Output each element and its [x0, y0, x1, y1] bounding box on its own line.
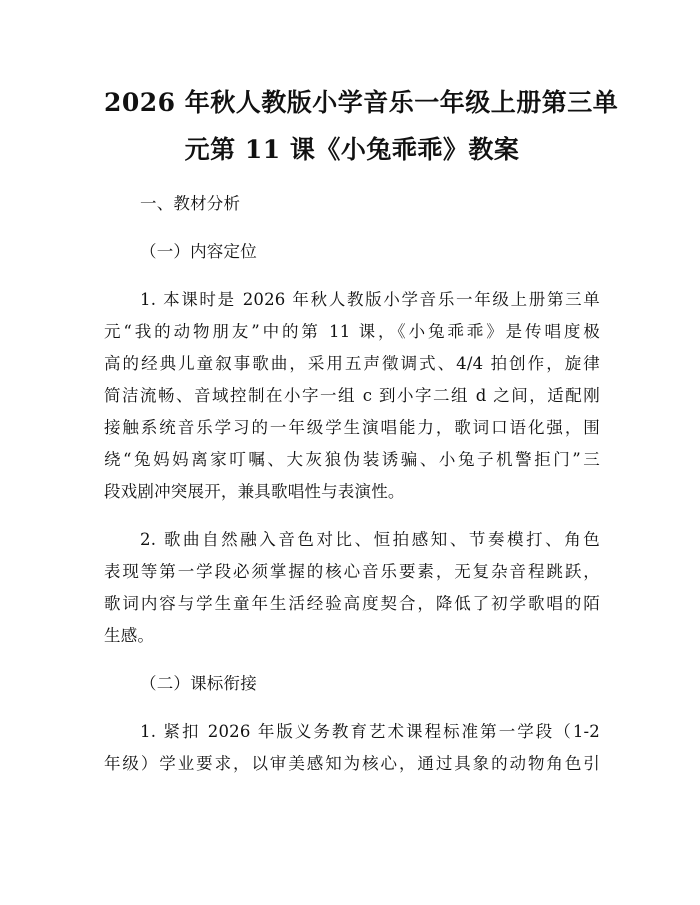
- paragraph-line: 年级）学业要求，以审美感知为核心，通过具象的动物角色引: [104, 754, 600, 773]
- document-title-line-1: 2026 年秋人教版小学音乐一年级上册第三单: [104, 88, 619, 117]
- paragraph-line: 1. 本课时是 2026 年秋人教版小学音乐一年级上册第三单: [140, 290, 600, 309]
- paragraph-line: 接触系统音乐学习的一年级学生演唱能力，歌词口语化强，围: [104, 418, 600, 437]
- paragraph-line: 2. 歌曲自然融入音色对比、恒拍感知、节奏模打、角色: [140, 530, 600, 549]
- document-title-line-2: 元第 11 课《小兔乖乖》教案: [184, 135, 520, 164]
- paragraph-line: 歌词内容与学生童年生活经验高度契合，降低了初学歌唱的陌: [104, 594, 600, 613]
- paragraph-line: 1. 紧扣 2026 年版义务教育艺术课程标准第一学段（1-2: [140, 722, 600, 741]
- subsection-heading-content-positioning: （一）内容定位: [140, 242, 257, 261]
- paragraph-line: 简洁流畅、音域控制在小字一组 c 到小字二组 d 之间，适配刚: [104, 386, 600, 405]
- paragraph-line: 高的经典儿童叙事歌曲，采用五声徵调式、4/4 拍创作，旋律: [104, 354, 600, 373]
- paragraph-line: 生感。: [104, 626, 155, 645]
- paragraph-line: 绕“兔妈妈离家叮嘱、大灰狼伪装诱骗、小兔子机警拒门”三: [104, 450, 600, 469]
- section-heading-textbook-analysis: 一、教材分析: [140, 194, 241, 213]
- paragraph-line: 表现等第一学段必须掌握的核心音乐要素，无复杂音程跳跃，: [104, 562, 600, 581]
- paragraph-line: 元“我的动物朋友”中的第 11 课，《小兔乖乖》是传唱度极: [104, 322, 600, 341]
- paragraph-line: 段戏剧冲突展开，兼具歌唱性与表演性。: [104, 482, 405, 501]
- subsection-heading-curriculum-alignment: （二）课标衔接: [140, 674, 257, 693]
